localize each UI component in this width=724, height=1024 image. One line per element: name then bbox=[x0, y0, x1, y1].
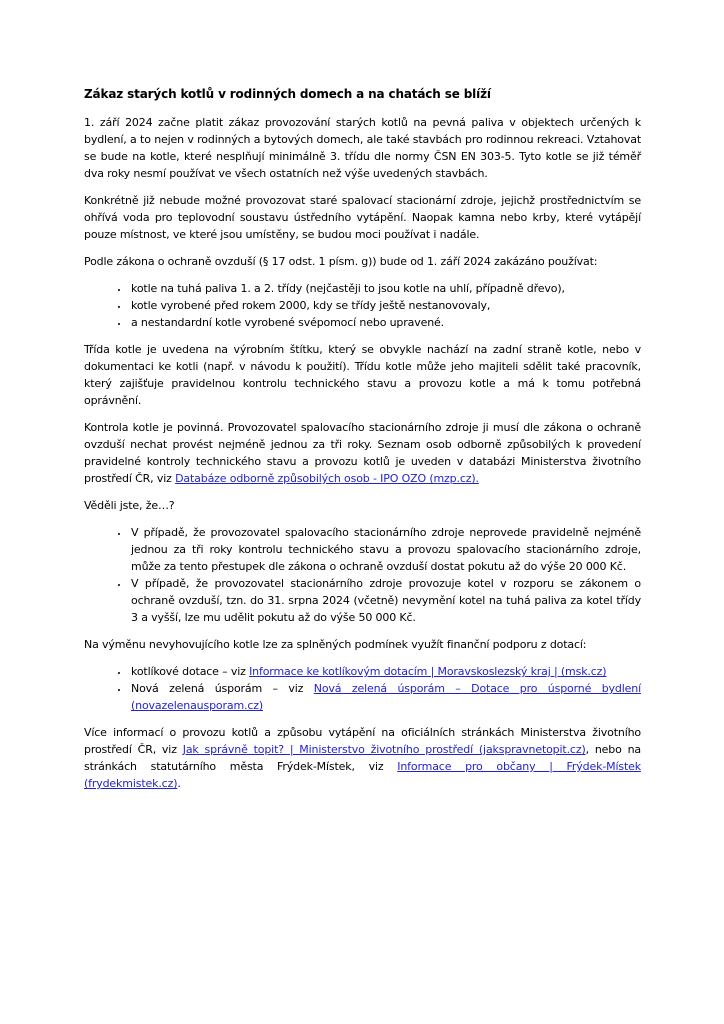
text-run: Podle zákona o ochraně ovzduší (§ 17 odst. 1 písm. g)) bude od 1. září 2024 zakázáno používat: bbox=[84, 255, 598, 268]
document-body bbox=[84, 114, 641, 792]
text-run: Konkrétně již nebude možné provozovat staré spalovací stacionární zdroje, jejichž prostřednictvím se ohřívá voda pro teplovodní soustavu ústředního vytápění. Naopak kamna nebo krby, které vytápějí pouze místnost, ve které jsou umístěny, se budou moci používat i nadále. bbox=[84, 194, 641, 241]
paragraph bbox=[84, 192, 641, 243]
bullet-list bbox=[84, 663, 641, 714]
paragraph bbox=[84, 419, 641, 487]
bullet-item bbox=[129, 680, 641, 714]
hyperlink[interactable]: Informace ke kotlíkovým dotacím | Moravskoslezský kraj | (msk.cz) bbox=[249, 665, 607, 678]
hyperlink[interactable]: Jak správně topit? | Ministerstvo životního prostředí (jakspravnetopit.cz) bbox=[182, 743, 586, 756]
bullet-item bbox=[129, 663, 641, 680]
bullet-item bbox=[129, 524, 641, 575]
hyperlink[interactable]: Nová zelená úsporám – Dotace pro úsporné bydlení (novazelenausporam.cz) bbox=[131, 682, 641, 712]
text-run: Nová zelená úsporám – viz bbox=[131, 682, 314, 695]
bullet-list bbox=[84, 280, 641, 331]
text-run: 1. září 2024 začne platit zákaz provozování starých kotlů na pevná paliva v objektech určených k bydlení, a to nejen v rodinných a bytových domech, ale také stavbách pro rodinnou rekreaci. Vztahovat se bude na kotle, které nesplňují minimálně 3. třídu dle normy ČSN EN 303-5. Tyto kotle se již téměř dva roky nesmí používat ve všech ostatních než výše uvedených stavbách. bbox=[84, 116, 641, 180]
paragraph bbox=[84, 114, 641, 182]
text-run: Kontrola kotle je povinná. Provozovatel spalovacího stacionárního zdroje ji musí dle zákona o ochraně ovzduší nechat provést nejméně jednou za tři roky. Seznam osob odborně způsobilých k provedení pravidelné kontroly technického stavu a provozu kotlů je uveden v databázi Ministerstva životního prostředí ČR, viz bbox=[84, 421, 641, 485]
text-run: kotlíkové dotace – viz bbox=[131, 665, 250, 678]
text-run: a nestandardní kotle vyrobené svépomocí nebo upravené. bbox=[131, 316, 444, 329]
text-run: . bbox=[177, 777, 181, 790]
text-run: V případě, že provozovatel spalovacího stacionárního zdroje neprovede pravidelně nejméně jednou za tři roky kontrolu technického stavu a provozu spalovacího stacionárního zdroje, může za tento přestupek dle zákona o ochraně ovzduší dostat pokutu až do výše 20 000 Kč. bbox=[131, 526, 641, 573]
bullet-item bbox=[129, 575, 641, 626]
text-run: V případě, že provozovatel stacionárního zdroje provozuje kotel v rozporu se zákonem o ochraně ovzduší, tzn. do 31. srpna 2024 (včetně) nevymění kotel na tuhá paliva za kotel třídy 3 a vyšší, lze mu udělit pokutu až do výše 50 000 Kč. bbox=[131, 577, 641, 624]
text-run: Více informací o provozu kotlů a způsobu vytápění na oficiálních stránkách Ministerstva životního prostředí ČR, viz bbox=[84, 726, 641, 756]
text-run: , nebo na stránkách statutárního města Frýdek-Místek, viz bbox=[84, 743, 642, 773]
text-run: Na výměnu nevyhovujícího kotle lze za splněných podmínek využít finanční podporu z dotací: bbox=[84, 638, 587, 651]
document-title: Zákaz starých kotlů v rodinných domech a na chatách se blíží bbox=[84, 87, 491, 101]
paragraph bbox=[84, 724, 641, 792]
bullet-item bbox=[129, 314, 641, 331]
paragraph bbox=[84, 253, 641, 270]
text-run: kotle na tuhá paliva 1. a 2. třídy (nejčastěji to jsou kotle na uhlí, případně dřevo), bbox=[131, 282, 565, 295]
paragraph bbox=[84, 636, 641, 653]
bullet-item bbox=[129, 280, 641, 297]
hyperlink[interactable]: Databáze odborně způsobilých osob - IPO OZO (mzp.cz). bbox=[175, 472, 479, 485]
paragraph bbox=[84, 341, 641, 409]
bullet-item bbox=[129, 297, 641, 314]
text-run: Věděli jste, že…? bbox=[84, 499, 175, 512]
text-run: Třída kotle je uvedena na výrobním štítku, který se obvykle nachází na zadní straně kotle, nebo v dokumentaci ke kotli (např. v návodu k použití). Třídu kotle může jeho majiteli sdělit také pracovník, který zajišťuje pravidelnou kontrolu technického stavu a provozu kotle a má k tomu potřebná oprávnění. bbox=[84, 343, 641, 407]
bullet-list bbox=[84, 524, 641, 626]
paragraph bbox=[84, 497, 641, 514]
hyperlink[interactable]: Informace pro občany | Frýdek-Místek (frydekmistek.cz) bbox=[84, 760, 641, 790]
text-run: kotle vyrobené před rokem 2000, kdy se třídy ještě nestanovovaly, bbox=[131, 299, 491, 312]
